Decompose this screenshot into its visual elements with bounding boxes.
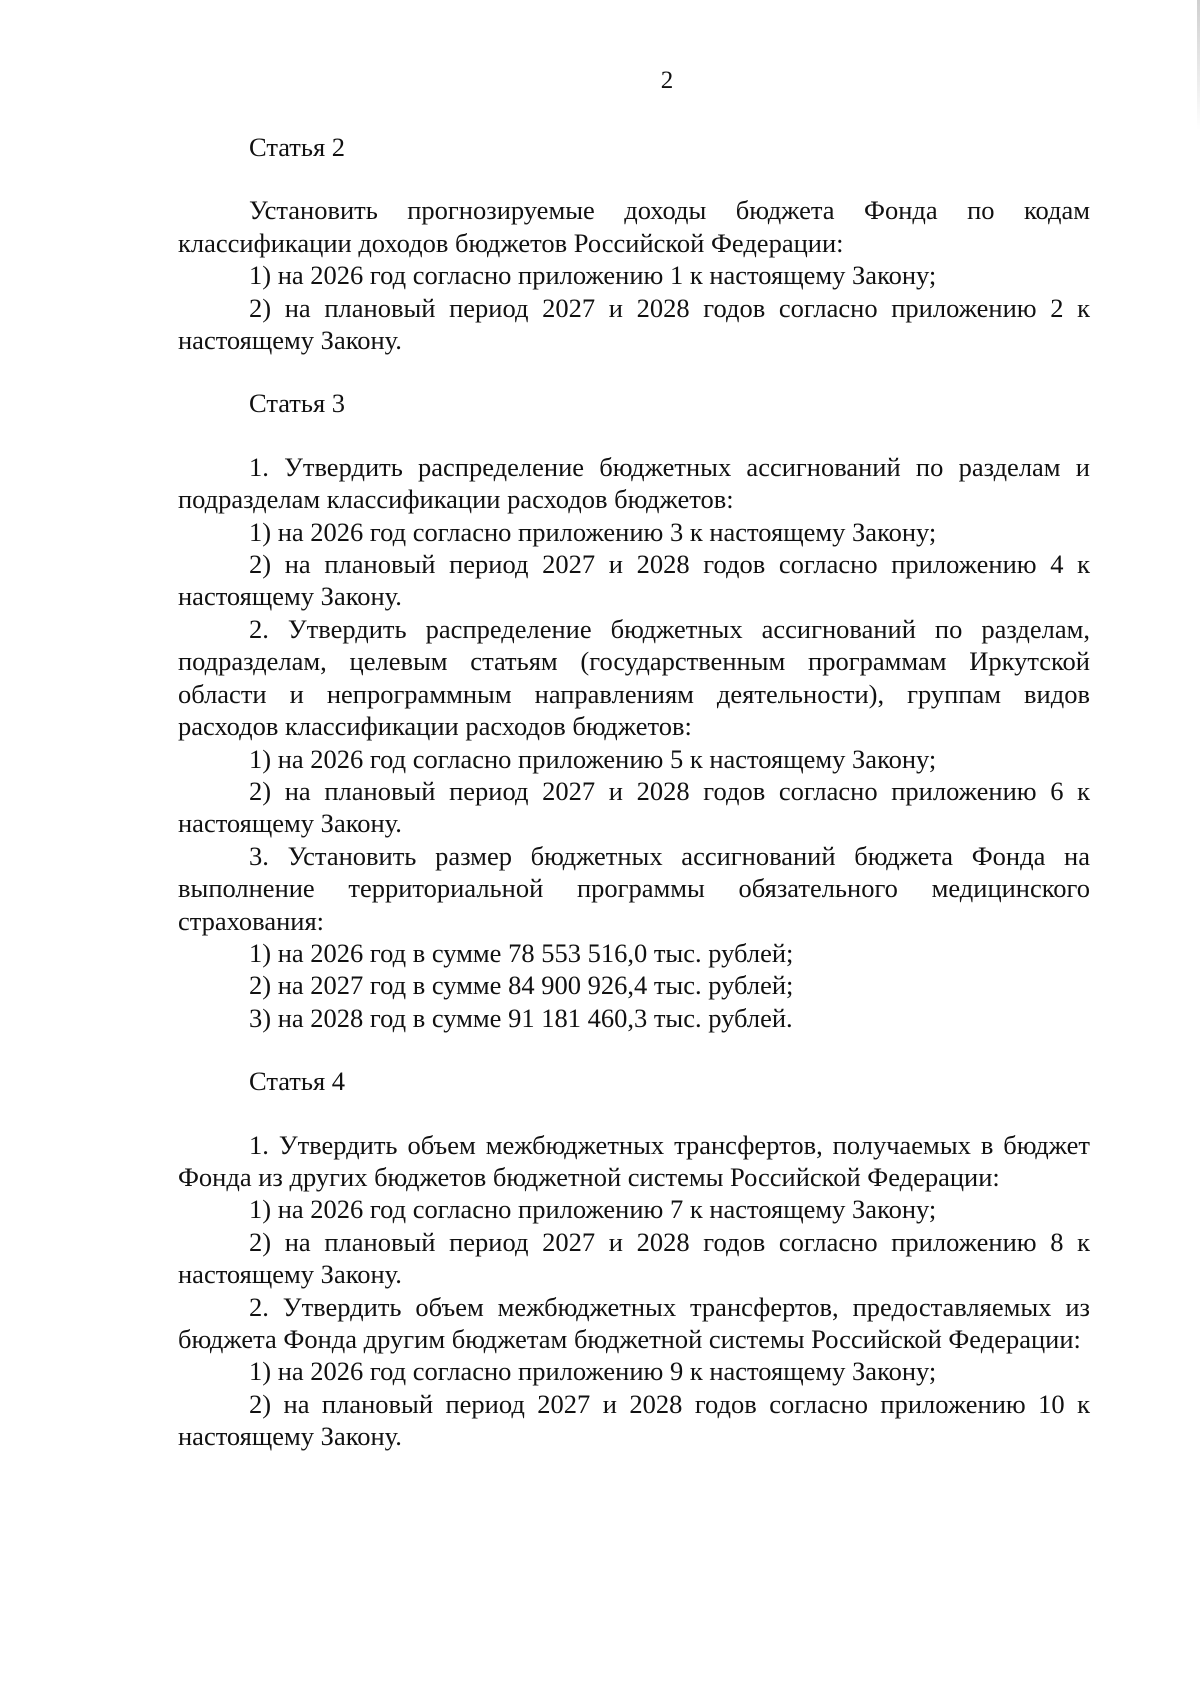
article-3	[178, 387, 1090, 1034]
paragraph: 1) на 2026 год согласно приложению 1 к настоящему Закону;	[249, 260, 937, 291]
paragraph: 1) на 2026 год согласно приложению 3 к настоящему Закону;	[249, 516, 937, 547]
paragraph: 3. Установить размер бюджетных ассигнований бюджета Фонда на выполнение территориальной программы обязательного медицинского страхования:	[178, 840, 1090, 936]
paragraph: 1) на 2026 год в сумме 78 553 516,0 тыс. рублей;	[249, 937, 794, 968]
paragraph: 1) на 2026 год согласно приложению 5 к настоящему Закону;	[249, 743, 937, 774]
article-heading: Статья 3	[249, 388, 346, 419]
paragraph: 1) на 2026 год согласно приложению 9 к настоящему Закону;	[249, 1356, 937, 1387]
paragraph: 2. Утвердить распределение бюджетных ассигнований по разделам, подразделам, целевым статьям (государственным программам Иркутской области и непрограммным направлениям деятельности), группам видов расходов классификации расходов бюджетов:	[178, 613, 1090, 742]
paragraph: 2. Утвердить объем межбюджетных трансфертов, предоставляемых из бюджета Фонда другим бюджетам бюджетной системы Российской Федерации:	[178, 1291, 1090, 1354]
paragraph: 2) на 2027 год в сумме 84 900 926,4 тыс. рублей;	[249, 970, 794, 1001]
article-4	[178, 1065, 1090, 1452]
paragraph: 2) на плановый период 2027 и 2028 годов согласно приложению 4 к настоящему Закону.	[178, 549, 1090, 612]
paragraph: 1) на 2026 год согласно приложению 7 к настоящему Закону;	[249, 1194, 937, 1225]
paragraph: 1. Утвердить распределение бюджетных ассигнований по разделам и подразделам классификации расходов бюджетов:	[178, 451, 1090, 515]
paragraph: 2) на плановый период 2027 и 2028 годов согласно приложению 2 к настоящему Закону.	[178, 292, 1090, 356]
article-2	[178, 131, 1090, 356]
paragraph: 2) на плановый период 2027 и 2028 годов согласно приложению 6 к настоящему Закону.	[178, 775, 1090, 839]
article-heading: Статья 2	[249, 132, 346, 162]
paragraph: 2) на плановый период 2027 и 2028 годов согласно приложению 10 к настоящему Закону.	[178, 1388, 1090, 1452]
paragraph: Установить прогнозируемые доходы бюджета Фонда по кодам классификации доходов бюджетов Российской Федерации:	[178, 195, 1090, 258]
paragraph: 2) на плановый период 2027 и 2028 годов согласно приложению 8 к настоящему Закону.	[178, 1226, 1090, 1290]
document-body	[178, 131, 1090, 1453]
paragraph: 3) на 2028 год в сумме 91 181 460,3 тыс. рублей.	[249, 1002, 793, 1033]
page-number: 2	[660, 67, 674, 94]
paragraph: 1. Утвердить объем межбюджетных трансфертов, получаемых в бюджет Фонда из других бюджетов бюджетной системы Российской Федерации:	[178, 1129, 1090, 1192]
article-heading: Статья 4	[249, 1066, 346, 1097]
